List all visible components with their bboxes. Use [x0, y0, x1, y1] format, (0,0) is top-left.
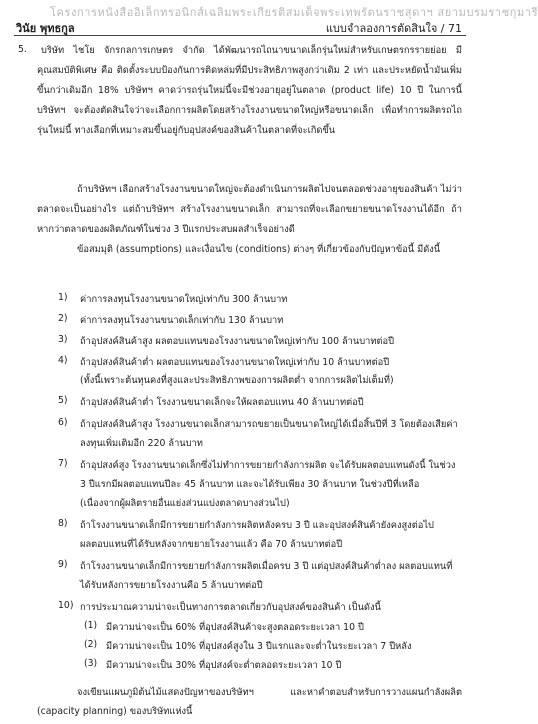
assumption-number: 10)	[58, 600, 74, 611]
assumption-text: (ทั้งนี้เพราะต้นทุนคงที่สูงและประสิทธิภาพของการผลิตต่ำ จากการผลิตไม่เต็มที่)	[80, 375, 394, 386]
assumption-text: ถ้าโรงงานขนาดเล็กมีการขยายกำลังการผลิตเมื่อครบ 3 ปี แต่อุปสงค์สินค้าต่ำลง ผลตอบแทนที่	[80, 561, 453, 572]
assumption-text: ได้รับหลังการขยายโรงงานคือ 5 ล้านบาทต่อปี	[80, 580, 263, 591]
assumption-number: 3)	[58, 334, 68, 345]
assumption-text: ถ้าอุปสงค์สินค้าต่ำ ผลตอบแทนของโรงงานขนาดใหญ่เท่ากับ 10 ล้านบาทต่อปี	[80, 357, 390, 368]
probability-number: (2)	[84, 639, 98, 650]
probability-text: มีความน่าจะเป็น 10% ที่อุปสงค์สูงใน 3 ปีแรกและจะต่ำในระยะเวลา 7 ปีหลัง	[106, 641, 412, 652]
paragraph-two: ถ้าบริษัทฯ เลือกสร้างโรงงานขนาดใหญ่จะต้องดำเนินการผลิตไปจนตลอดช่วงอายุของสินค้า ไม่ว่าตลาดจะเป็นอย่างไร แต่ถ้าบริษัทฯ สร้างโรงงานขนาดเล็ก สามารถที่จะเลือกขยายขนาดโรงงานได้อีก ถ้าหากว่าตลาดของผลิตภัณฑ์ในช่วง 3 ปีแรกประสบผลสำเร็จอย่างดี	[37, 184, 462, 235]
closing-line-2: (capacity planning) ของบริษัทแห่งนี้	[37, 706, 193, 717]
probability-number: (1)	[84, 620, 98, 631]
assumption-number: 4)	[58, 355, 68, 366]
assumption-text: (เนื่องจากผู้ผลิตรายอื่นแย่งส่วนแบ่งตลาดบางส่วนไป)	[80, 498, 290, 509]
assumption-text: ค่าการลงทุนโรงงานขนาดใหญ่เท่ากับ 300 ล้านบาท	[80, 294, 288, 305]
header-rule	[14, 35, 466, 36]
assumption-text: ถ้าโรงงานขนาดเล็กมีการขยายกำลังการผลิตหลังครบ 3 ปี และอุปสงค์สินค้ายังคงสูงต่อไป	[80, 520, 434, 531]
closing-line-1: จงเขียนแผนภูมิต้นไม้แสดงปัญหาของบริษัทฯ และหาคำตอบสำหรับการวางแผนกำลังผลิต	[77, 687, 462, 698]
assumption-number: 6)	[58, 417, 68, 428]
problem-number: 5.	[18, 44, 27, 55]
assumption-text: ถ้าอุปสงค์สินค้าต่ำ โรงงานขนาดเล็กจะให้ผลตอบแทน 40 ล้านบาทต่อปี	[80, 397, 364, 408]
author-name: วินัย พุทธกูล	[16, 22, 75, 35]
assumption-number: 1)	[58, 292, 68, 303]
running-title: แบบจำลองการตัดสินใจ / 71	[325, 22, 462, 35]
probability-text: มีความน่าจะเป็น 30% ที่อุปสงค์จะต่ำตลอดระยะเวลา 10 ปี	[106, 660, 342, 671]
watermark-text: โครงการหนังสืออิเล็กทรอนิกส์เฉลิมพระเกียรติสมเด็จพระเทพรัตนราชสุดาฯ สยามบรมราชกุมารี	[50, 6, 538, 19]
assumption-number: 5)	[58, 395, 68, 406]
assumption-number: 8)	[58, 518, 68, 529]
assumption-text: ถ้าอุปสงค์สูง โรงงานขนาดเล็กซึ่งไม่ทำการขยายกำลังการผลิต จะได้รับผลตอบแทนดังนี้ ในช่วง	[80, 460, 456, 471]
assumption-text: ผลตอบแทนที่ได้รับหลังจากขยายโรงงานแล้ว คือ 70 ล้านบาทต่อปี	[80, 539, 343, 550]
probability-text: มีความน่าจะเป็น 60% ที่อุปสงค์สินค้าจะสูงตลอดระยะเวลา 10 ปี	[106, 622, 364, 633]
assumptions-intro: ข้อสมมุติ (assumptions) และเงื่อนไข (conditions) ต่างๆ ที่เกี่ยวข้องกับปัญหาข้อนี้ มีดังนี้	[77, 244, 441, 255]
assumption-number: 7)	[58, 458, 68, 469]
intro-paragraph: บริษัท ไชโย จักรกลการเกษตร จำกัด ได้พัฒนารถไถนาขนาดเล็กรุ่นใหม่สำหรับเกษตรกรรายย่อย มีคุณสมบัติพิเศษ คือ ติดตั้งระบบป้องกันการติดหล่มที่มีประสิทธิภาพสูงกว่าเดิม 2 เท่า และประหยัดน้ำมันเพิ่มขึ้นกว่าเดิมอีก 18% บริษัทฯ คาดว่ารถรุ่นใหม่นี้จะมีช่วงอายุอยู่ในตลาด (product life) 10 ปี ในการนี้บริษัทฯ จะต้องตัดสินใจว่าจะเลือกการผลิตโดยสร้างโรงงานขนาดใหญ่หรือขนาดเล็ก เพื่อทำการผลิตรถไถรุ่นใหม่นี้ ทางเลือกที่เหมาะสมขึ้นอยู่กับอุปสงค์ของสินค้าในตลาดที่จะเกิดขึ้น	[37, 45, 462, 136]
assumption-number: 2)	[58, 313, 68, 324]
probability-number: (3)	[84, 658, 98, 669]
assumption-text: ลงทุนเพิ่มเติมอีก 220 ล้านบาท	[80, 438, 203, 449]
assumption-text: 3 ปีแรกมีผลตอบแทนปีละ 45 ล้านบาท และจะได้รับเพียง 30 ล้านบาท ในช่วงปีที่เหลือ	[80, 479, 420, 490]
closing-instruction	[37, 683, 462, 721]
assumption-text: ค่าการลงทุนโรงงานขนาดเล็กเท่ากับ 130 ล้านบาท	[80, 315, 284, 326]
assumption-text: การประมาณความน่าจะเป็นทางการตลาดเกี่ยวกับอุปสงค์ของสินค้า เป็นดังนี้	[80, 602, 381, 613]
assumption-number: 9)	[58, 559, 68, 570]
assumption-text: ถ้าอุปสงค์สินค้าสูง โรงงานขนาดเล็กสามารถขยายเป็นขนาดใหญ่ได้เมื่อสิ้นปีที่ 3 โดยต้องเสียค่า	[80, 419, 458, 430]
assumption-text: ถ้าอุปสงค์สินค้าสูง ผลตอบแทนของโรงงานขนาดใหญ่เท่ากับ 100 ล้านบาทต่อปี	[80, 336, 394, 347]
